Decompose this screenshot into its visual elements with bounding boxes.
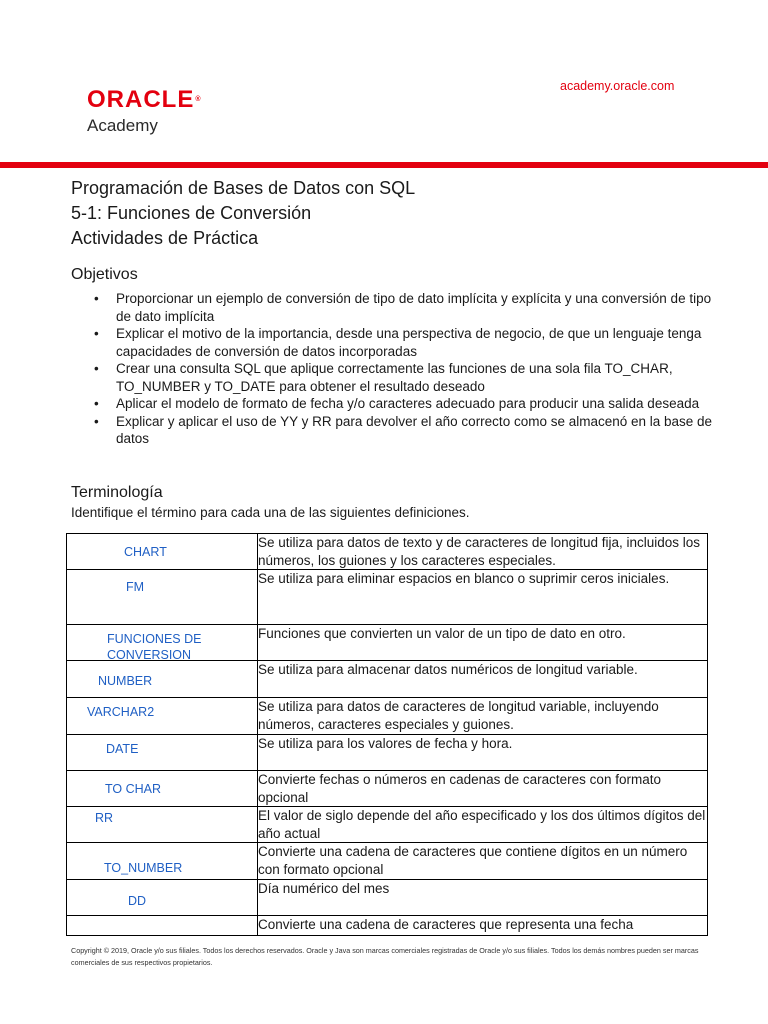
logo-subtitle: Academy xyxy=(87,116,158,135)
term-cell[interactable] xyxy=(67,916,258,936)
term-cell[interactable] xyxy=(67,570,258,625)
term-answer: VARCHAR2 xyxy=(87,705,155,719)
logo-registered-mark: ® xyxy=(195,96,202,103)
course-title: Programación de Bases de Datos con SQL xyxy=(71,178,416,198)
academy-site-link[interactable]: academy.oracle.com xyxy=(560,79,675,93)
term-cell[interactable] xyxy=(67,807,258,843)
document-title xyxy=(71,176,415,251)
term-answer: RR xyxy=(95,811,114,825)
term-answer: FUNCIONES DE CONVERSION xyxy=(107,632,202,661)
table-row xyxy=(67,843,708,880)
term-answer: CHART xyxy=(124,545,167,559)
term-answer: TO CHAR xyxy=(105,782,162,796)
definition-cell: Funciones que convierten un valor de un tipo de dato en otro. xyxy=(258,625,708,661)
term-cell[interactable] xyxy=(67,843,258,880)
table-row xyxy=(67,534,708,570)
terminology-table xyxy=(66,533,708,936)
definition-cell: Convierte fechas o números en cadenas de caracteres con formato opcional xyxy=(258,771,708,807)
lesson-title: 5-1: Funciones de Conversión xyxy=(71,203,312,223)
definition-cell: Se utiliza para datos de texto y de caracteres de longitud fija, incluidos los números, los guiones y los caracteres especiales. xyxy=(258,534,708,570)
term-cell[interactable] xyxy=(67,625,258,661)
term-answer: NUMBER xyxy=(98,674,153,688)
table-row xyxy=(67,625,708,661)
term-cell[interactable] xyxy=(67,661,258,698)
term-answer: DATE xyxy=(106,742,139,756)
definition-cell: Se utiliza para almacenar datos numéricos de longitud variable. xyxy=(258,661,708,698)
objectives-list xyxy=(116,290,716,448)
terminology-heading: Terminología xyxy=(71,484,163,501)
terminology-instructions: Identifique el término para cada una de las siguientes definiciones. xyxy=(71,505,470,520)
term-answer: TO_NUMBER xyxy=(104,861,183,875)
definition-cell: Se utiliza para datos de caracteres de longitud variable, incluyendo números, caracteres especiales y guiones. xyxy=(258,698,708,735)
definition-cell: Se utiliza para eliminar espacios en blanco o suprimir ceros iniciales. xyxy=(258,570,708,625)
table-row xyxy=(67,570,708,625)
header-divider xyxy=(0,162,768,168)
table-row xyxy=(67,661,708,698)
table-row xyxy=(67,698,708,735)
objective-item: • Aplicar el modelo de formato de fecha y/o caracteres adecuado para producir una salida deseada xyxy=(116,395,716,413)
objectives-heading: Objetivos xyxy=(71,266,138,283)
definition-cell: Se utiliza para los valores de fecha y hora. xyxy=(258,735,708,771)
table-row xyxy=(67,771,708,807)
definition-cell: Convierte una cadena de caracteres que contiene dígitos en un número con formato opcional xyxy=(258,843,708,880)
table-row xyxy=(67,880,708,916)
term-answer: DD xyxy=(128,894,147,908)
definition-cell: El valor de siglo depende del año especificado y los dos últimos dígitos del año actual xyxy=(258,807,708,843)
term-answer: FM xyxy=(126,580,145,594)
objective-item: • Explicar y aplicar el uso de YY y RR para devolver el año correcto como se almacenó en la base de datos xyxy=(116,413,716,448)
objective-item: • Crear una consulta SQL que aplique correctamente las funciones de una sola fila TO_CHAR, TO_NUMBER y TO_DATE para obtener el resultado deseado xyxy=(116,360,716,395)
table-row xyxy=(67,807,708,843)
table-row xyxy=(67,735,708,771)
objective-item: • Proporcionar un ejemplo de conversión de tipo de dato implícita y explícita y una conversión de tipo de dato implícita xyxy=(116,290,716,325)
objective-item: • Explicar el motivo de la importancia, desde una perspectiva de negocio, de que un lenguaje tenga capacidades de conversión de datos incorporadas xyxy=(116,325,716,360)
definition-cell: Día numérico del mes xyxy=(258,880,708,916)
oracle-academy-logo xyxy=(87,86,202,136)
table-row xyxy=(67,916,708,936)
term-cell[interactable] xyxy=(67,534,258,570)
term-cell[interactable] xyxy=(67,698,258,735)
term-cell[interactable] xyxy=(67,735,258,771)
activity-title: Actividades de Práctica xyxy=(71,228,259,248)
term-cell[interactable] xyxy=(67,880,258,916)
copyright-footer: Copyright © 2019, Oracle y/o sus filiales. Todos los derechos reservados. Oracle y Java son marcas comerciales registradas de Oracle y/o sus filiales. Todos los demás nombres pueden ser marcas comerciales de sus respectivos propietarios. xyxy=(71,946,699,967)
logo-brand: ORACLE ® xyxy=(87,86,202,113)
term-cell[interactable] xyxy=(67,771,258,807)
definition-cell: Convierte una cadena de caracteres que representa una fecha xyxy=(258,916,708,936)
